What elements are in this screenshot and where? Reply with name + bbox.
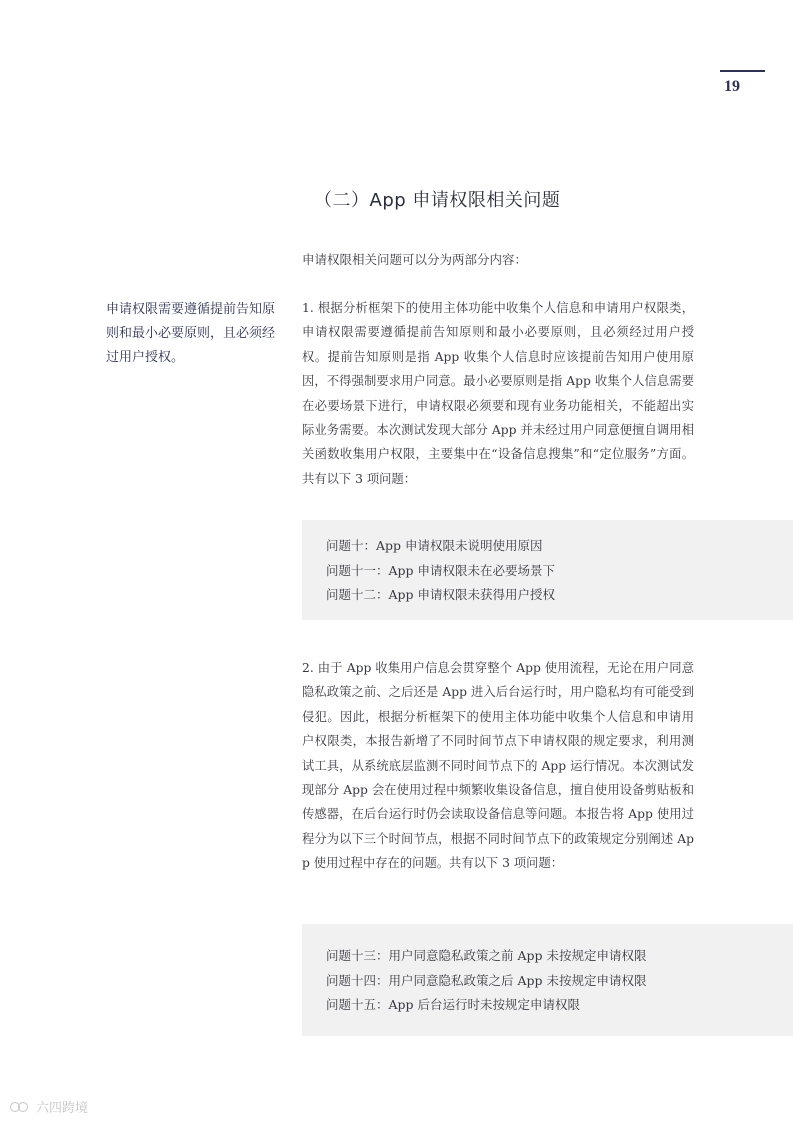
section-title: （二）App 申请权限相关问题	[314, 190, 561, 211]
issue-item: 问题十一：App 申请权限未在必要场景下	[326, 562, 556, 578]
watermark-text: 六四跨境	[36, 1101, 89, 1116]
issue-item: 问题十五：App 后台运行时未按规定申请权限	[326, 997, 581, 1012]
watermark	[10, 1097, 88, 1116]
issue-item: 问题十：App 申请权限未说明使用原因	[326, 538, 543, 553]
issues-callout-2	[302, 924, 793, 1036]
logo-circles-icon	[10, 1100, 32, 1114]
intro-text: 申请权限相关问题可以分为两部分内容：	[302, 252, 528, 267]
sidenote: 申请权限需要遵循提前告知原则和最小必要原则，且必须经过用户授权。	[106, 302, 276, 365]
paragraph-2: 2. 由于 App 收集用户信息会贯穿整个 App 使用流程，无论在用户同意隐私政策之前、之后还是 App 进入后台运行时，用户隐私均有可能受到侵犯。因此，根据分析框架下的使用主体功能中收集个人信息和申请用户权限类，本报告新增了不同时间节点下申请权限的规定要求，利用测试工具，从系统底层监测不同时间节点下的 App 运行情况。本次测试发现部分 App 会在使用过程中频繁收集设备信息，擅自使用设备剪贴板和传感器，在后台运行时仍会读取设备信息等问题。本报告将 App 使用过程分为以下三个时间节点，根据不同时间节点下的政策规定分别阐述 App 使用过程中存在的问题。共有以下 3 项问题：	[302, 661, 694, 871]
issue-item: 问题十四：用户同意隐私政策之后 App 未按规定申请权限	[326, 972, 647, 988]
issues-callout-1	[302, 520, 793, 620]
header-rule	[720, 70, 765, 72]
issue-item: 问题十二：App 申请权限未获得用户授权	[326, 587, 556, 602]
page-number: 19	[724, 78, 740, 95]
issue-item: 问题十三：用户同意隐私政策之前 App 未按规定申请权限	[326, 948, 647, 963]
paragraph-1: 1. 根据分析框架下的使用主体功能中收集个人信息和申请用户权限类，申请权限需要遵循提前告知原则和最小必要原则，且必须经过用户授权。提前告知原则是指 App 收集个人信息时应该提前告知用户使用原因，不得强制要求用户同意。最小必要原则是指 App 收集个人信息需要在必要场景下进行，申请权限必须要和现有业务功能相关，不能超出实际业务需要。本次测试发现大部分 App 并未经过用户同意便擅自调用相关函数收集用户权限，主要集中在“设备信息搜集”和“定位服务”方面。共有以下 3 项问题：	[302, 301, 694, 486]
